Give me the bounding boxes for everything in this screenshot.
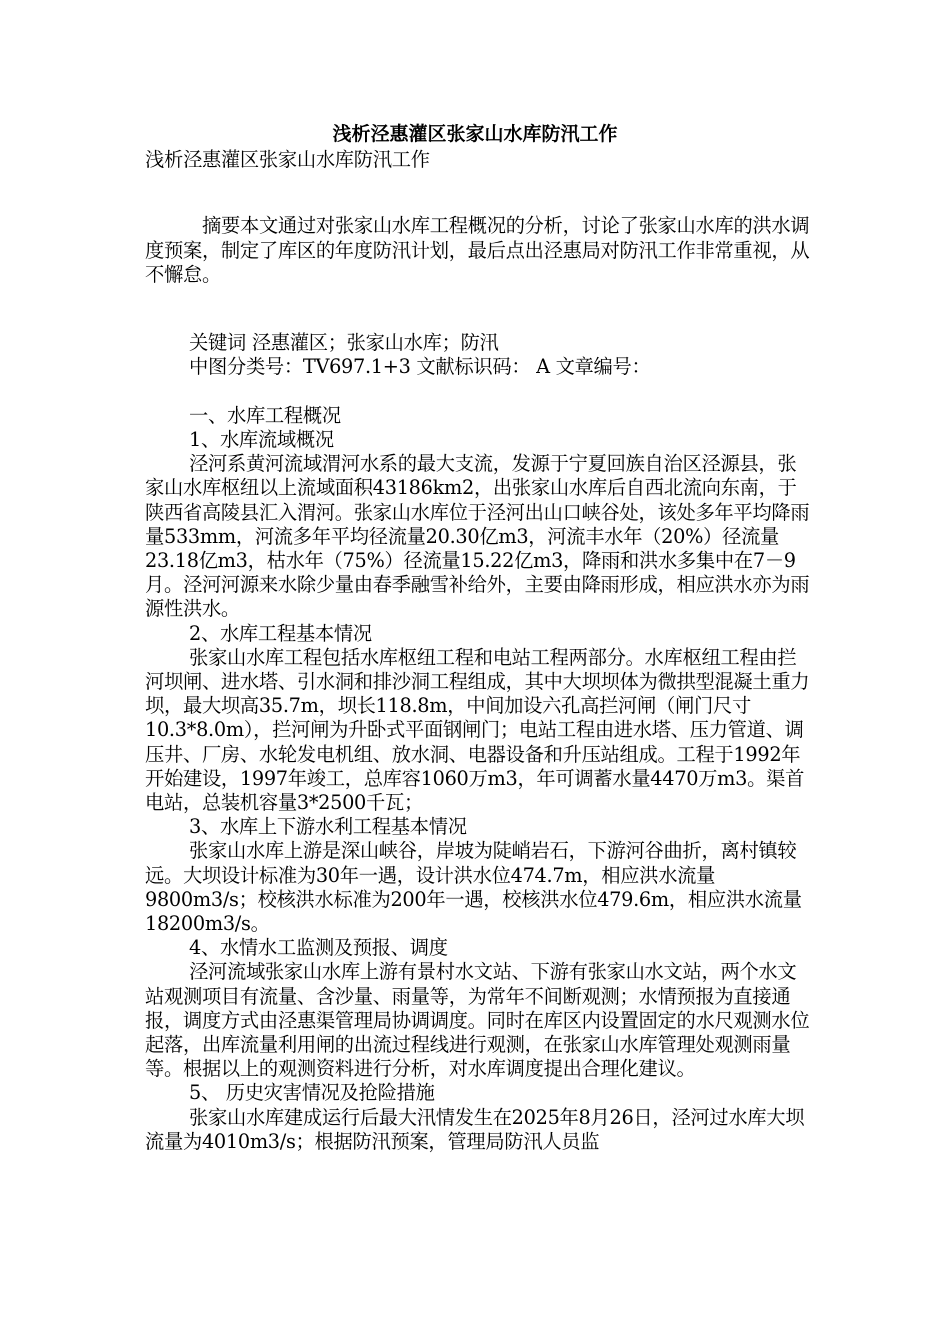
classification-line: 中图分类号：TV697.1+3 文献标识码： A 文章编号： — [189, 355, 651, 379]
paragraph-3: 张家山水库上游是深山峡谷，岸坡为陡峭岩石，下游河谷曲折，离村镇较远。大坝设计标准为30年一遇，设计洪水位474.7m，相应洪水流量9800m3/s；校核洪水标准为200年一遇，校核洪水位479.6m，相应洪水流量18200m3/s。 — [145, 839, 802, 936]
spacer — [145, 196, 810, 214]
document-title: 浅析泾惠灌区张家山水库防汛工作 — [332, 123, 618, 145]
section-heading-1: 一、水库工程概况 — [189, 403, 341, 427]
subsection-heading-3: 3、水库上下游水利工程基本情况 — [189, 815, 467, 839]
subsection-heading-2: 2、水库工程基本情况 — [189, 621, 372, 645]
subsection-heading-1: 1、水库流域概况 — [189, 427, 334, 451]
subsection-heading-5: 5、 历史灾害情况及抢险措施 — [189, 1081, 435, 1105]
spacer — [145, 311, 810, 331]
paragraph-1: 泾河系黄河流域渭河水系的最大支流，发源于宁夏回族自治区泾源县，张家山水库枢纽以上流域面积43186km2，出张家山水库后自西北流向东南，于陕西省高陵县汇入渭河。张家山水库位于泾河出山口峡谷处，该处多年平均降雨量533mm，河流多年平均径流量20.30亿m3，河流丰水年（20%）径流量23.18亿m3，枯水年（75%）径流量15.22亿m3，降雨和洪水多集中在7－9月。泾河河源来水除少量由春季融雪补给外，主要由降雨形成，相应洪水亦为雨源性洪水。 — [145, 452, 810, 621]
paragraph-4: 泾河流域张家山水库上游有景村水文站、下游有张家山水文站，两个水文站观测项目有流量、含沙量、雨量等，为常年不间断观测；水情预报为直接通报，调度方式由泾惠渠管理局协调调度。同时在库区内设置固定的水尺观测水位起落，出库流量利用闸的出流过程线进行观测，在张家山水库管理处观测雨量等。根据以上的观测资料进行分析，对水库调度提出合理化建议。 — [145, 960, 810, 1081]
spacer — [145, 380, 810, 404]
paragraph-5: 张家山水库建成运行后最大汛情发生在2025年8月26日，泾河过水库大坝流量为4010m3/s；根据防汛预案，管理局防汛人员监 — [145, 1105, 805, 1153]
spacer — [145, 287, 810, 311]
document-body — [145, 148, 810, 1154]
subtitle: 浅析泾惠灌区张家山水库防汛工作 — [145, 148, 430, 171]
spacer — [145, 172, 810, 196]
subsection-heading-4: 4、水情水工监测及预报、调度 — [189, 936, 448, 960]
keywords-line: 关键词 泾惠灌区；张家山水库；防汛 — [189, 331, 499, 355]
paragraph-2: 张家山水库工程包括水库枢纽工程和电站工程两部分。水库枢纽工程由拦河坝闸、进水塔、引水洞和排沙洞工程组成，其中大坝坝体为微拱型混凝土重力坝，最大坝高35.7m，坝长118.8m，中间加设六孔高拦河闸（闸门尺寸10.3*8.0m），拦河闸为升卧式平面钢闸门；电站工程由进水塔、压力管道、调压井、厂房、水轮发电机组、放水洞、电器设备和升压站组成。工程于1992年开始建设，1997年竣工，总库容1060万m3，年可调蓄水量4470万m3。渠首电站，总装机容量3*2500千瓦； — [145, 645, 810, 815]
abstract-paragraph: 摘要本文通过对张家山水库工程概况的分析，讨论了张家山水库的洪水调度预案，制定了库区的年度防汛计划，最后点出泾惠局对防汛工作非常重视，从不懈怠。 — [145, 214, 810, 286]
